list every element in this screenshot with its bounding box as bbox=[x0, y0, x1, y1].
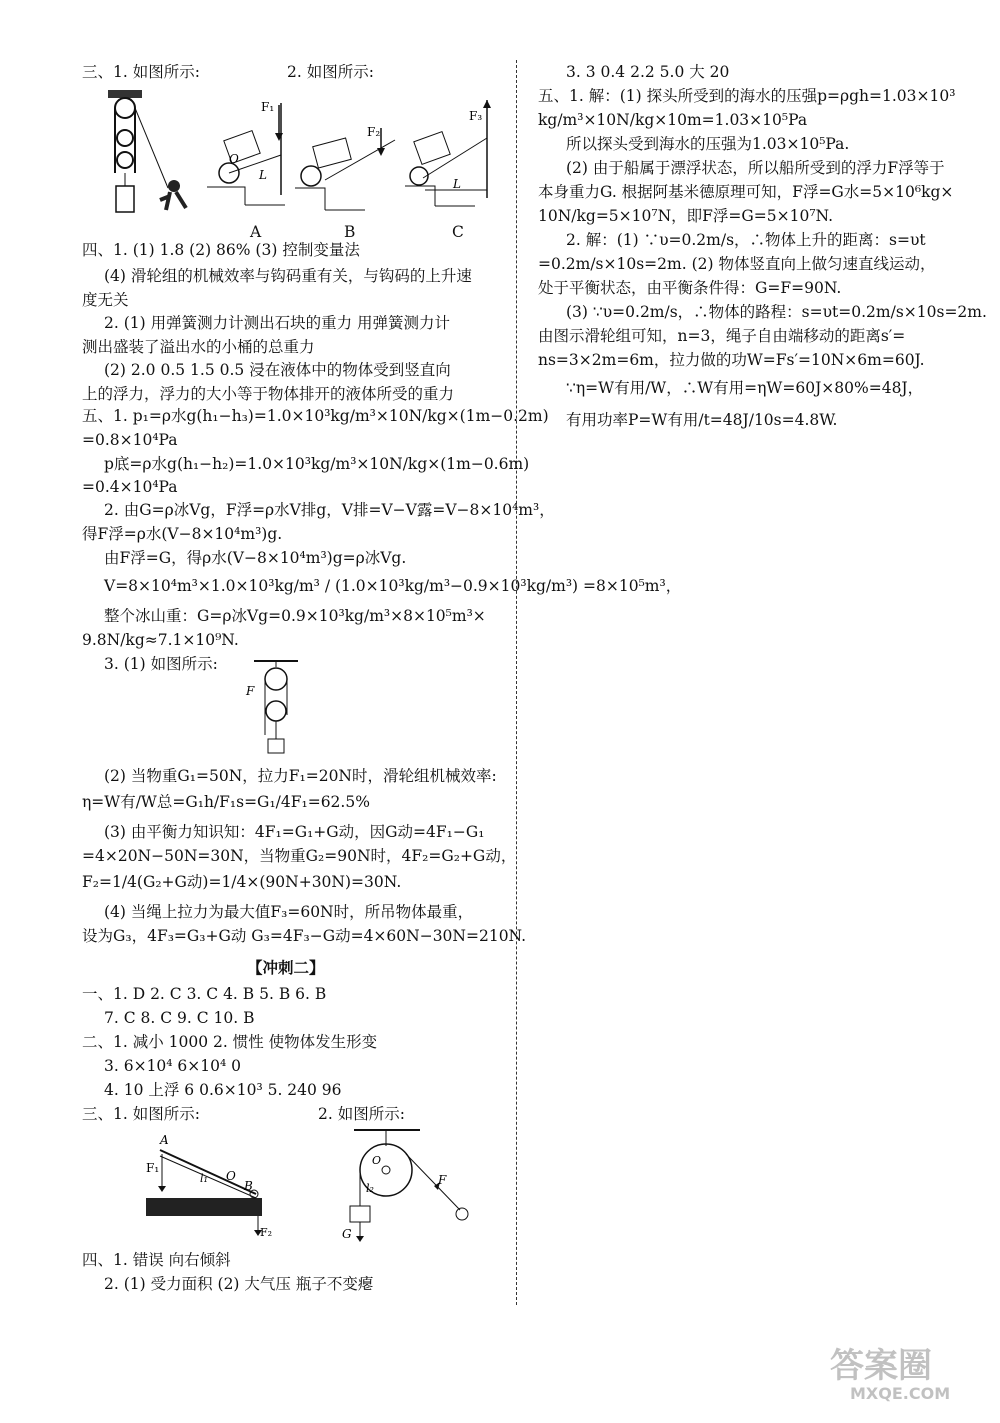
left-text-line: 3. (1) 如图所示: bbox=[104, 655, 218, 673]
label-f-pulley: F bbox=[438, 1173, 447, 1187]
label-l: L bbox=[259, 168, 267, 182]
right-text-line: ns=3×2m=6m，拉力做的功W=Fs′=10N×6m=60J. bbox=[538, 351, 925, 369]
left-text-line: p底=ρ水g(h₁−h₂)=1.0×10³kg/m³×10N/kg×(1m−0.6m) bbox=[104, 455, 530, 473]
pulley-figure-3 bbox=[240, 655, 320, 760]
label-g: G bbox=[342, 1227, 352, 1241]
left-text-line: 整个冰山重：G=ρ冰Vg=0.9×10³kg/m³×8×10⁵m³× bbox=[104, 607, 486, 625]
left-text-line: (4) 当绳上拉力为最大值F₃=60N时，所吊物体最重， bbox=[104, 903, 474, 921]
left-text-line: 五、1. p₁=ρ水g(h₁−h₃)=1.0×10³kg/m³×10N/kg×(1m−0.2m) bbox=[82, 407, 549, 425]
left-text-line: 度无关 bbox=[82, 291, 129, 309]
label-f2: F₂ bbox=[367, 125, 381, 139]
pulley-gf-figure bbox=[340, 1124, 490, 1244]
force-figure-a bbox=[205, 95, 295, 220]
label-f: F bbox=[246, 684, 255, 698]
left-text-line: 由F浮=G，得ρ水(V−8×10⁴m³)g=ρ冰Vg. bbox=[104, 549, 407, 567]
left-text-line: 2. (1) 用弹簧测力计测出石块的重力 用弹簧测力计 bbox=[104, 314, 451, 332]
label-l: L bbox=[453, 177, 461, 191]
label-b: B bbox=[244, 1179, 253, 1193]
left-text-line: C bbox=[452, 223, 464, 241]
left-text-line: 三、1. 如图所示: bbox=[82, 63, 200, 81]
left-text-line: 4. 10 上浮 6 0.6×10³ 5. 240 96 bbox=[104, 1081, 342, 1099]
left-text-line: 【冲刺二】 bbox=[247, 958, 325, 977]
left-text-line: V=8×10⁴m³×1.0×10³kg/m³ / (1.0×10³kg/m³−0.9×10³kg/m³) =8×10⁵m³， bbox=[104, 577, 682, 595]
force-figure-b bbox=[295, 110, 395, 220]
left-text-line: A bbox=[250, 223, 262, 241]
left-text-line: 3. 6×10⁴ 6×10⁴ 0 bbox=[104, 1057, 242, 1075]
right-text-line: (3) ∵υ=0.2m/s，∴物体的路程：s=υt=0.2m/s×10s=2m. bbox=[566, 303, 987, 321]
right-text-line: 由图示滑轮组可知，n=3，绳子自由端移动的距离s′= bbox=[538, 327, 906, 345]
right-text-line: 本身重力G. 根据阿基米德原理可知，F浮=G水=5×10⁶kg× bbox=[538, 183, 954, 201]
left-text-line: 得F浮=ρ水(V−8×10⁴m³)g. bbox=[82, 525, 283, 543]
right-text-line: 处于平衡状态，由平衡条件得：G=F=90N. bbox=[538, 279, 842, 297]
label-f2-lever: F₂ bbox=[260, 1226, 273, 1239]
left-text-line: (4) 滑轮组的机械效率与钩码重有关，与钩码的上升速 bbox=[104, 267, 472, 285]
left-text-line: 9.8N/kg≈7.1×10⁹N. bbox=[82, 631, 239, 649]
label-l2: l₂ bbox=[366, 1182, 374, 1195]
label-f1: F₁ bbox=[261, 100, 275, 114]
left-text-line: (2) 2.0 0.5 1.5 0.5 浸在液体中的物体受到竖直向 bbox=[104, 361, 451, 379]
left-text-line: 2. 由G=ρ冰Vg，F浮=ρ水V排g，V排=V−V露=V−8×10⁴m³， bbox=[104, 501, 555, 519]
right-text-line: (2) 由于船属于漂浮状态，所以船所受到的浮力F浮等于 bbox=[566, 159, 945, 177]
right-text-line: 2. 解：(1) ∵υ=0.2m/s，∴物体上升的距离：s=υt bbox=[566, 231, 926, 249]
label-f3: F₃ bbox=[469, 109, 483, 123]
label-o-pulley: O bbox=[372, 1154, 382, 1167]
svg-text:MXQE.COM: MXQE.COM bbox=[850, 1384, 951, 1403]
lever-figure bbox=[140, 1130, 273, 1240]
left-text-line: 一、1. D 2. C 3. C 4. B 5. B 6. B bbox=[82, 985, 327, 1003]
left-text-line: 7. C 8. C 9. C 10. B bbox=[104, 1009, 255, 1027]
force-figure-c bbox=[405, 98, 495, 220]
column-divider bbox=[516, 60, 517, 1305]
right-text-line: 10N/kg=5×10⁷N，即F浮=G=5×10⁷N. bbox=[538, 207, 834, 225]
right-text-line: 五、1. 解：(1) 探头所受到的海水的压强p=ρgh=1.03×10³ bbox=[538, 87, 956, 105]
right-text-line: =0.2m/s×10s=2m. (2) 物体竖直向上做匀速直线运动， bbox=[538, 255, 936, 273]
right-text-line: kg/m³×10N/kg×10m=1.03×10⁵Pa bbox=[538, 111, 808, 129]
left-text-line: 三、1. 如图所示: bbox=[82, 1105, 200, 1123]
right-text-line: 所以探头受到海水的压强为1.03×10⁵Pa. bbox=[566, 135, 850, 153]
right-text-line: 3. 3 0.4 2.2 5.0 大 20 bbox=[566, 63, 730, 81]
right-text-line: 有用功率P=W有用/t=48J/10s=4.8W. bbox=[566, 411, 838, 429]
pulley-person-figure bbox=[100, 88, 200, 223]
left-text-line: 2. (1) 受力面积 (2) 大气压 瓶子不变瘪 bbox=[104, 1275, 374, 1293]
label-o-lever: O bbox=[226, 1169, 236, 1183]
left-text-line: F₂=1/4(G₂+G动)=1/4×(90N+30N)=30N. bbox=[82, 873, 402, 891]
label-o: O bbox=[229, 152, 239, 166]
left-text-line: (3) 由平衡力知识知：4F₁=G₁+G动，因G动=4F₁−G₁ bbox=[104, 823, 485, 841]
left-text-line: =0.8×10⁴Pa bbox=[82, 431, 178, 449]
left-text-line: η=W有/W总=G₁h/F₁s=G₁/4F₁=62.5% bbox=[82, 793, 370, 811]
left-text-line: B bbox=[344, 223, 356, 241]
svg-text:答案圈: 答案圈 bbox=[830, 1346, 932, 1386]
left-text-line: 测出盛装了溢出水的小桶的总重力 bbox=[82, 338, 315, 356]
left-text-line: 2. 如图所示: bbox=[287, 63, 374, 81]
left-text-line: 四、1. 错误 向右倾斜 bbox=[82, 1251, 231, 1269]
left-text-line: 二、1. 减小 1000 2. 惯性 使物体发生形变 bbox=[82, 1033, 378, 1051]
right-text-line: ∵η=W有用/W，∴W有用=ηW=60J×80%=48J， bbox=[566, 379, 924, 397]
left-text-line: =4×20N−50N=30N，当物重G₂=90N时，4F₂=G₂+G动， bbox=[82, 847, 517, 865]
label-a: A bbox=[160, 1133, 169, 1147]
left-text-line: 2. 如图所示: bbox=[318, 1105, 405, 1123]
left-text-line: (2) 当物重G₁=50N，拉力F₁=20N时，滑轮组机械效率: bbox=[104, 767, 497, 785]
watermark-logo bbox=[820, 1333, 970, 1403]
left-text-line: 上的浮力，浮力的大小等于物体排开的液体所受的重力 bbox=[82, 385, 455, 403]
left-text-line: 设为G₃，4F₃=G₃+G动 G₃=4F₃−G动=4×60N−30N=210N. bbox=[82, 927, 527, 945]
left-text-line: 四、1. (1) 1.8 (2) 86% (3) 控制变量法 bbox=[82, 241, 360, 259]
left-text-line: =0.4×10⁴Pa bbox=[82, 478, 178, 496]
label-f1-lever: F₁ bbox=[146, 1161, 160, 1175]
label-l1: l₁ bbox=[200, 1172, 208, 1185]
